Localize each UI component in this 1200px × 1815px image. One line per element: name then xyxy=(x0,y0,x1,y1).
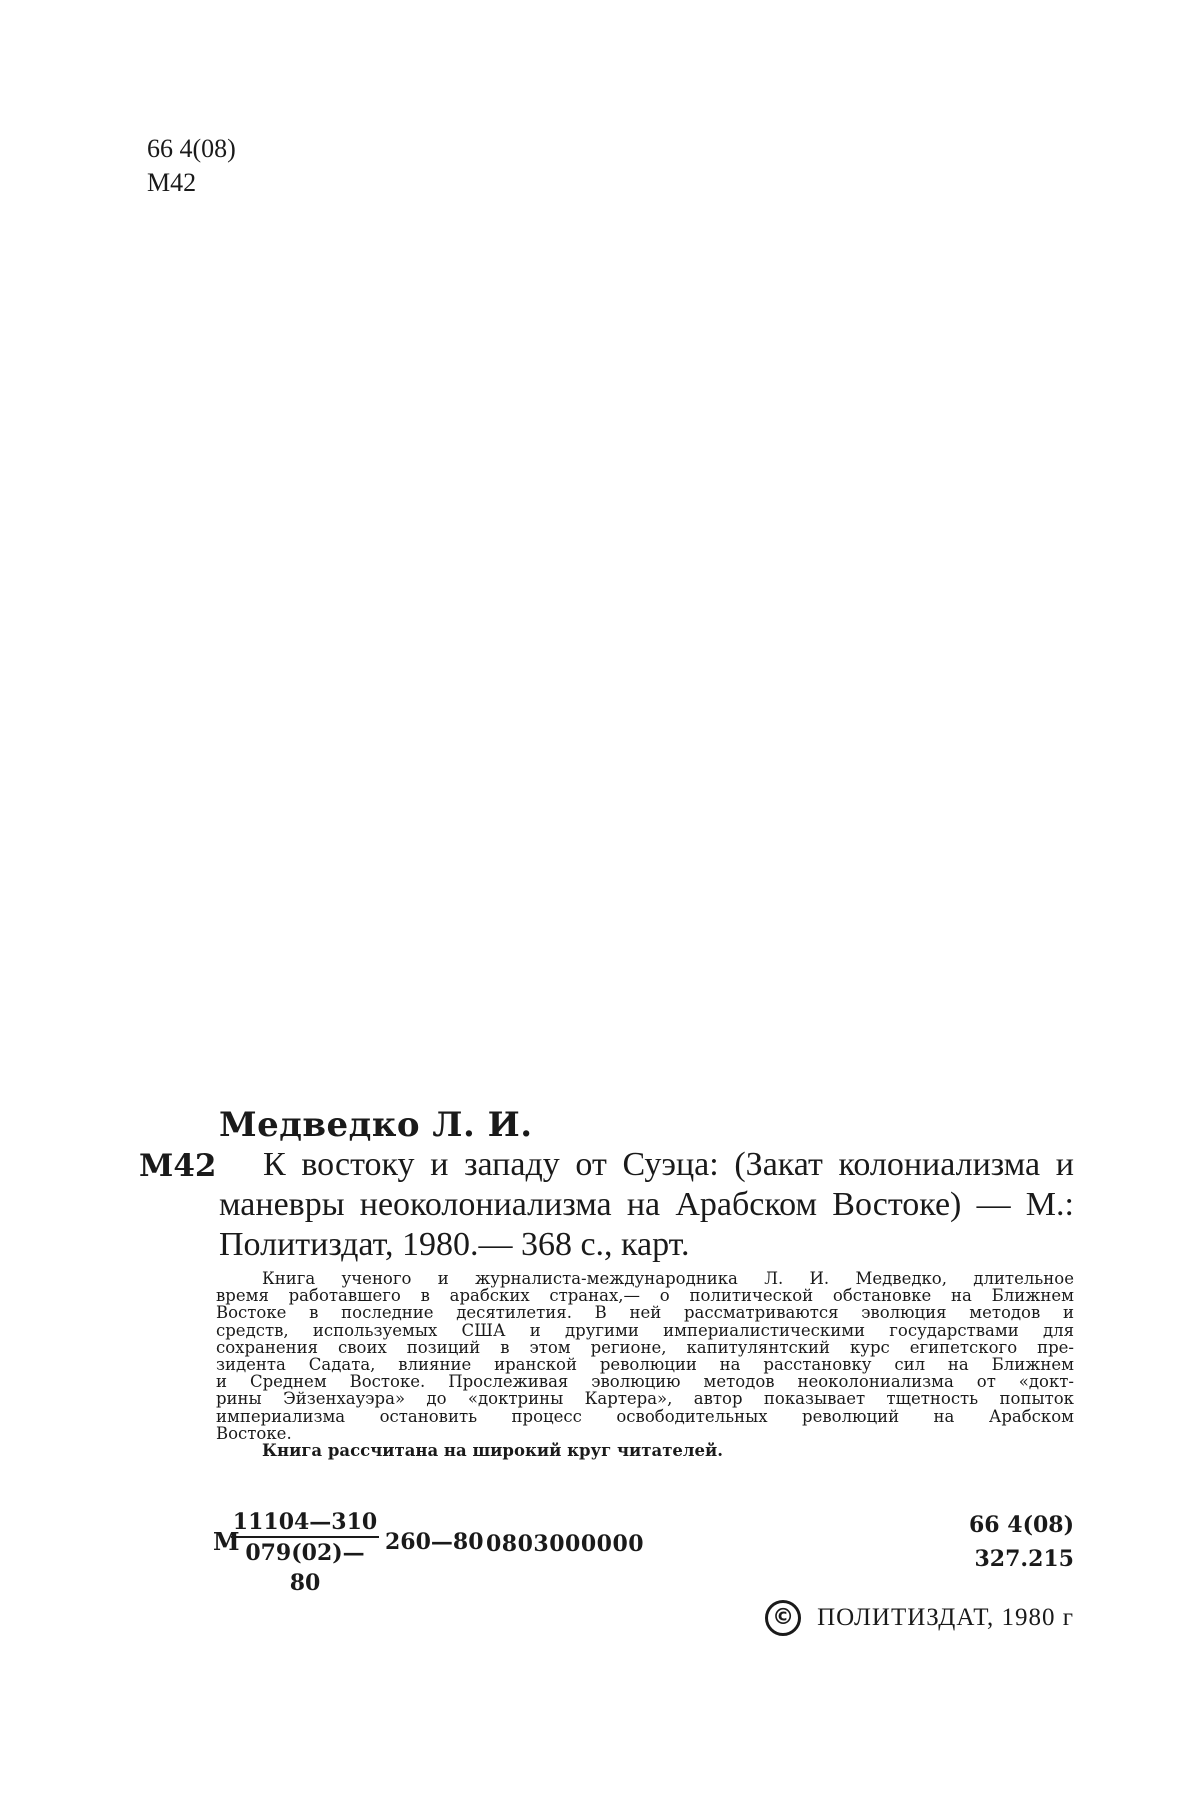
abstract xyxy=(216,1270,1074,1459)
bib-code-numerator: 11104—310 xyxy=(232,1509,378,1535)
top-author-mark: М42 xyxy=(147,168,197,197)
abstract-line: империализма остановить процесс освободительных революций на Арабском xyxy=(216,1406,1074,1426)
classification-code-1: 66 4(08) xyxy=(968,1512,1074,1538)
top-classification-block xyxy=(147,132,236,200)
top-classification-code: 66 4(08) xyxy=(147,134,236,163)
abstract-line: Востоке в последние десятилетия. В ней рассматриваются эволюция методов и xyxy=(216,1303,1074,1323)
abstract-line: средств, используемых США и другими империалистическими государствами для xyxy=(216,1320,1074,1340)
abstract-line: Книга ученого и журналиста-международника Л. И. Медведко, длительное xyxy=(262,1269,1074,1288)
abstract-line: рины Эйзенхауэра» до «доктрины Картера», автор показывает тщетность попыток xyxy=(216,1389,1074,1409)
abstract-line: сохранения своих позиций в этом регионе, капитулянтский курс египетского пре- xyxy=(216,1337,1074,1357)
title-line: Политиздат, 1980.— 368 с., карт. xyxy=(219,1226,690,1263)
copyright-icon: © xyxy=(765,1600,801,1636)
classification-block xyxy=(969,1508,1074,1576)
title-line: маневры неоколониализма на Арабском Востоке) — М.: xyxy=(219,1186,1074,1223)
title-block xyxy=(219,1145,1074,1265)
bib-code-series: 260—80 xyxy=(385,1529,484,1555)
abstract-line: время работавшего в арабских странах,— о политической обстановке на Ближнем xyxy=(216,1286,1074,1306)
abstract-line: зидента Садата, влияние иранской революции на расстановку сил на Ближнем xyxy=(216,1355,1074,1375)
bib-code-letter: М xyxy=(213,1527,240,1556)
copyright-line xyxy=(765,1600,1074,1636)
classification-code-2: 327.215 xyxy=(974,1546,1074,1572)
bib-code-fraction xyxy=(231,1508,379,1596)
abstract-line: Востоке. xyxy=(216,1423,292,1443)
abstract-line: и Среднем Востоке. Прослеживая эволюцию методов неоколониализма от «докт- xyxy=(216,1372,1074,1392)
title-line: К востоку и западу от Суэца: (Закат колониализма и xyxy=(263,1146,1074,1183)
author-name: Медведко Л. И. xyxy=(219,1105,533,1145)
bib-code-isbn: 0803000000 xyxy=(486,1531,645,1557)
bibliographic-code xyxy=(213,1508,653,1596)
copyright-text: ПОЛИТИЗДАТ, 1980 г xyxy=(817,1604,1074,1631)
side-author-mark: М42 xyxy=(139,1148,217,1184)
bib-code-denominator: 079(02)—80 xyxy=(245,1540,365,1596)
audience-note: Книга рассчитана на широкий круг читателей. xyxy=(262,1441,724,1461)
